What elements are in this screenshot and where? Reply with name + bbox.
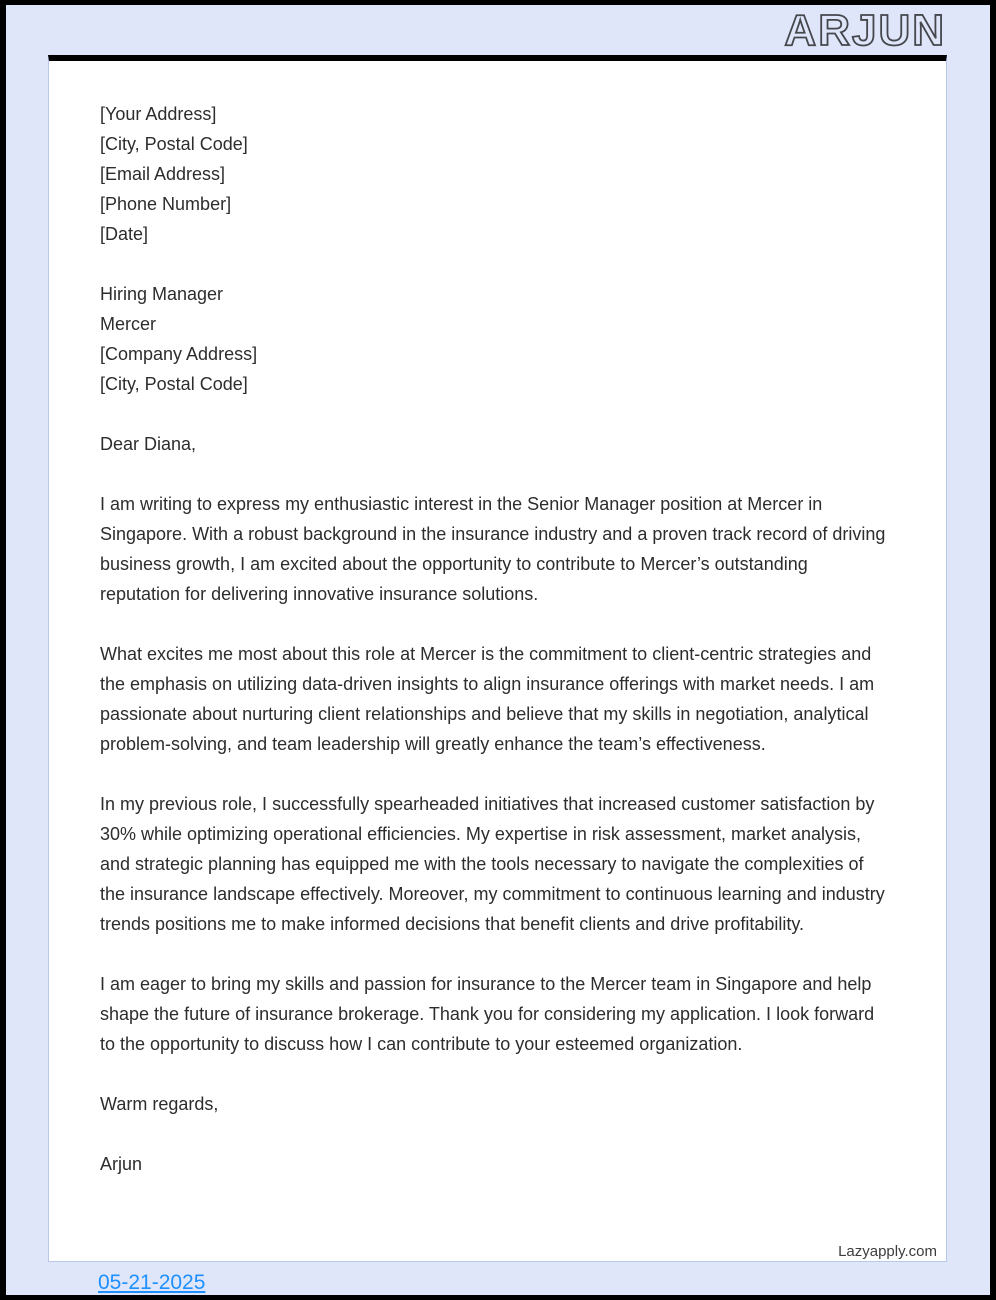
signature [100, 1149, 888, 1179]
recipient-line: [Company Address] [100, 344, 258, 364]
closing [100, 1089, 888, 1119]
body-paragraph: I am writing to express my enthusiastic interest in the Senior Manager position at Mercer in Singapore. With a robust background in the insurance industry and a proven track record of driving business growth, I am excited about the opportunity to contribute to Mercer’s outstanding reputation for delivering innovative insurance solutions. [100, 494, 886, 604]
sender-address-line: [Your Address] [100, 104, 217, 124]
recipient-line: Hiring Manager [100, 284, 224, 304]
sender-address-line: [Email Address] [100, 164, 226, 184]
body-paragraph: In my previous role, I successfully spearheaded initiatives that increased customer satisfaction by 30% while optimizing operational efficiencies. My expertise in risk assessment, market analysis, and strategic planning has equipped me with the tools necessary to navigate the complexities of the insurance landscape effectively. Moreover, my commitment to continuous learning and industry trends positions me to make informed decisions that benefit clients and drive profitability. [100, 794, 885, 934]
watermark-link[interactable]: Lazyapply.com [838, 1243, 937, 1260]
sender-address-line: [City, Postal Code] [100, 134, 248, 154]
sender-address-line: [Date] [100, 224, 149, 244]
header [784, 6, 946, 55]
salutation-line: Dear Diana, [100, 434, 197, 454]
letter-page [48, 55, 947, 1262]
body-paragraph: I am eager to bring my skills and passion for insurance to the Mercer team in Singapore and help shape the future of insurance brokerage. Thank you for considering my application. I look forward to the opportunity to discuss how I can contribute to your esteemed organization. [100, 974, 875, 1054]
body-paragraph: What excites me most about this role at Mercer is the commitment to client-centric strategies and the emphasis on utilizing data-driven insights to align insurance offerings with market needs. I am passionate about nurturing client relationships and believe that my skills in negotiation, analytical problem-solving, and team leadership will greatly enhance the team’s effectiveness. [100, 644, 875, 754]
date-link[interactable]: 05-21-2025 [98, 1271, 206, 1294]
sender-address-block [100, 99, 888, 249]
signature-name: Arjun [100, 1154, 143, 1174]
recipient-line: Mercer [100, 314, 157, 334]
recipient-line: [City, Postal Code] [100, 374, 248, 394]
closing-line: Warm regards, [100, 1094, 219, 1114]
brand-logo: ARJUN [784, 5, 946, 55]
recipient-address-block [100, 279, 888, 399]
sender-address-line: [Phone Number] [100, 194, 232, 214]
salutation [100, 429, 888, 459]
